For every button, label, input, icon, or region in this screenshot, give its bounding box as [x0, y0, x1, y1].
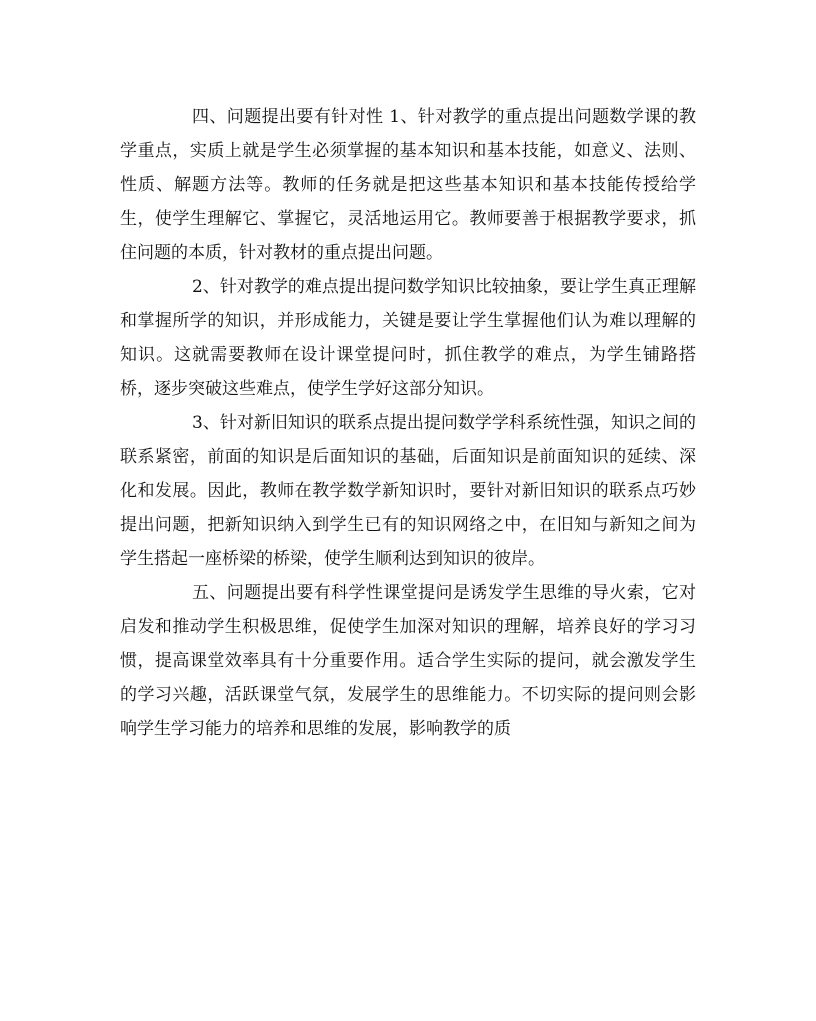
document-body [120, 100, 696, 746]
paragraph-4: 五、问题提出要有科学性课堂提问是诱发学生思维的导火索，它对启发和推动学生积极思维，促使学生加深对知识的理解，培养良好的学习习惯，提高课堂效率具有十分重要作用。适合学生实际的提问，就会激发学生的学习兴趣，活跃课堂气氛，发展学生的思维能力。不切实际的提问则会影响学生学习能力的培养和思维的发展，影响教学的质 [120, 583, 696, 739]
paragraph-3: 3、针对新旧知识的联系点提出提问数学学科系统性强，知识之间的联系紧密，前面的知识是后面知识的基础，后面知识是前面知识的延续、深化和发展。因此，教师在教学数学新知识时，要针对新旧知识的联系点巧妙提出问题，把新知识纳入到学生已有的知识网络之中，在旧知与新知之间为学生搭起一座桥梁的桥梁，使学生顺利达到知识的彼岸。 [120, 413, 696, 569]
paragraph-2: 2、针对教学的难点提出提问数学知识比较抽象，要让学生真正理解和掌握所学的知识，并形成能力，关键是要让学生掌握他们认为难以理解的知识。这就需要教师在设计课堂提问时，抓住教学的难点，为学生铺路搭桥，逐步突破这些难点，使学生学好这部分知识。 [120, 277, 696, 399]
paragraph-1: 四、问题提出要有针对性 1、针对教学的重点提出问题数学课的教学重点，实质上就是学生必须掌握的基本知识和基本技能，如意义、法则、性质、解题方法等。教师的任务就是把这些基本知识和基本技能传授给学生，使学生理解它、掌握它，灵活地运用它。教师要善于根据教学要求，抓住问题的本质，针对教材的重点提出问题。 [120, 107, 696, 263]
